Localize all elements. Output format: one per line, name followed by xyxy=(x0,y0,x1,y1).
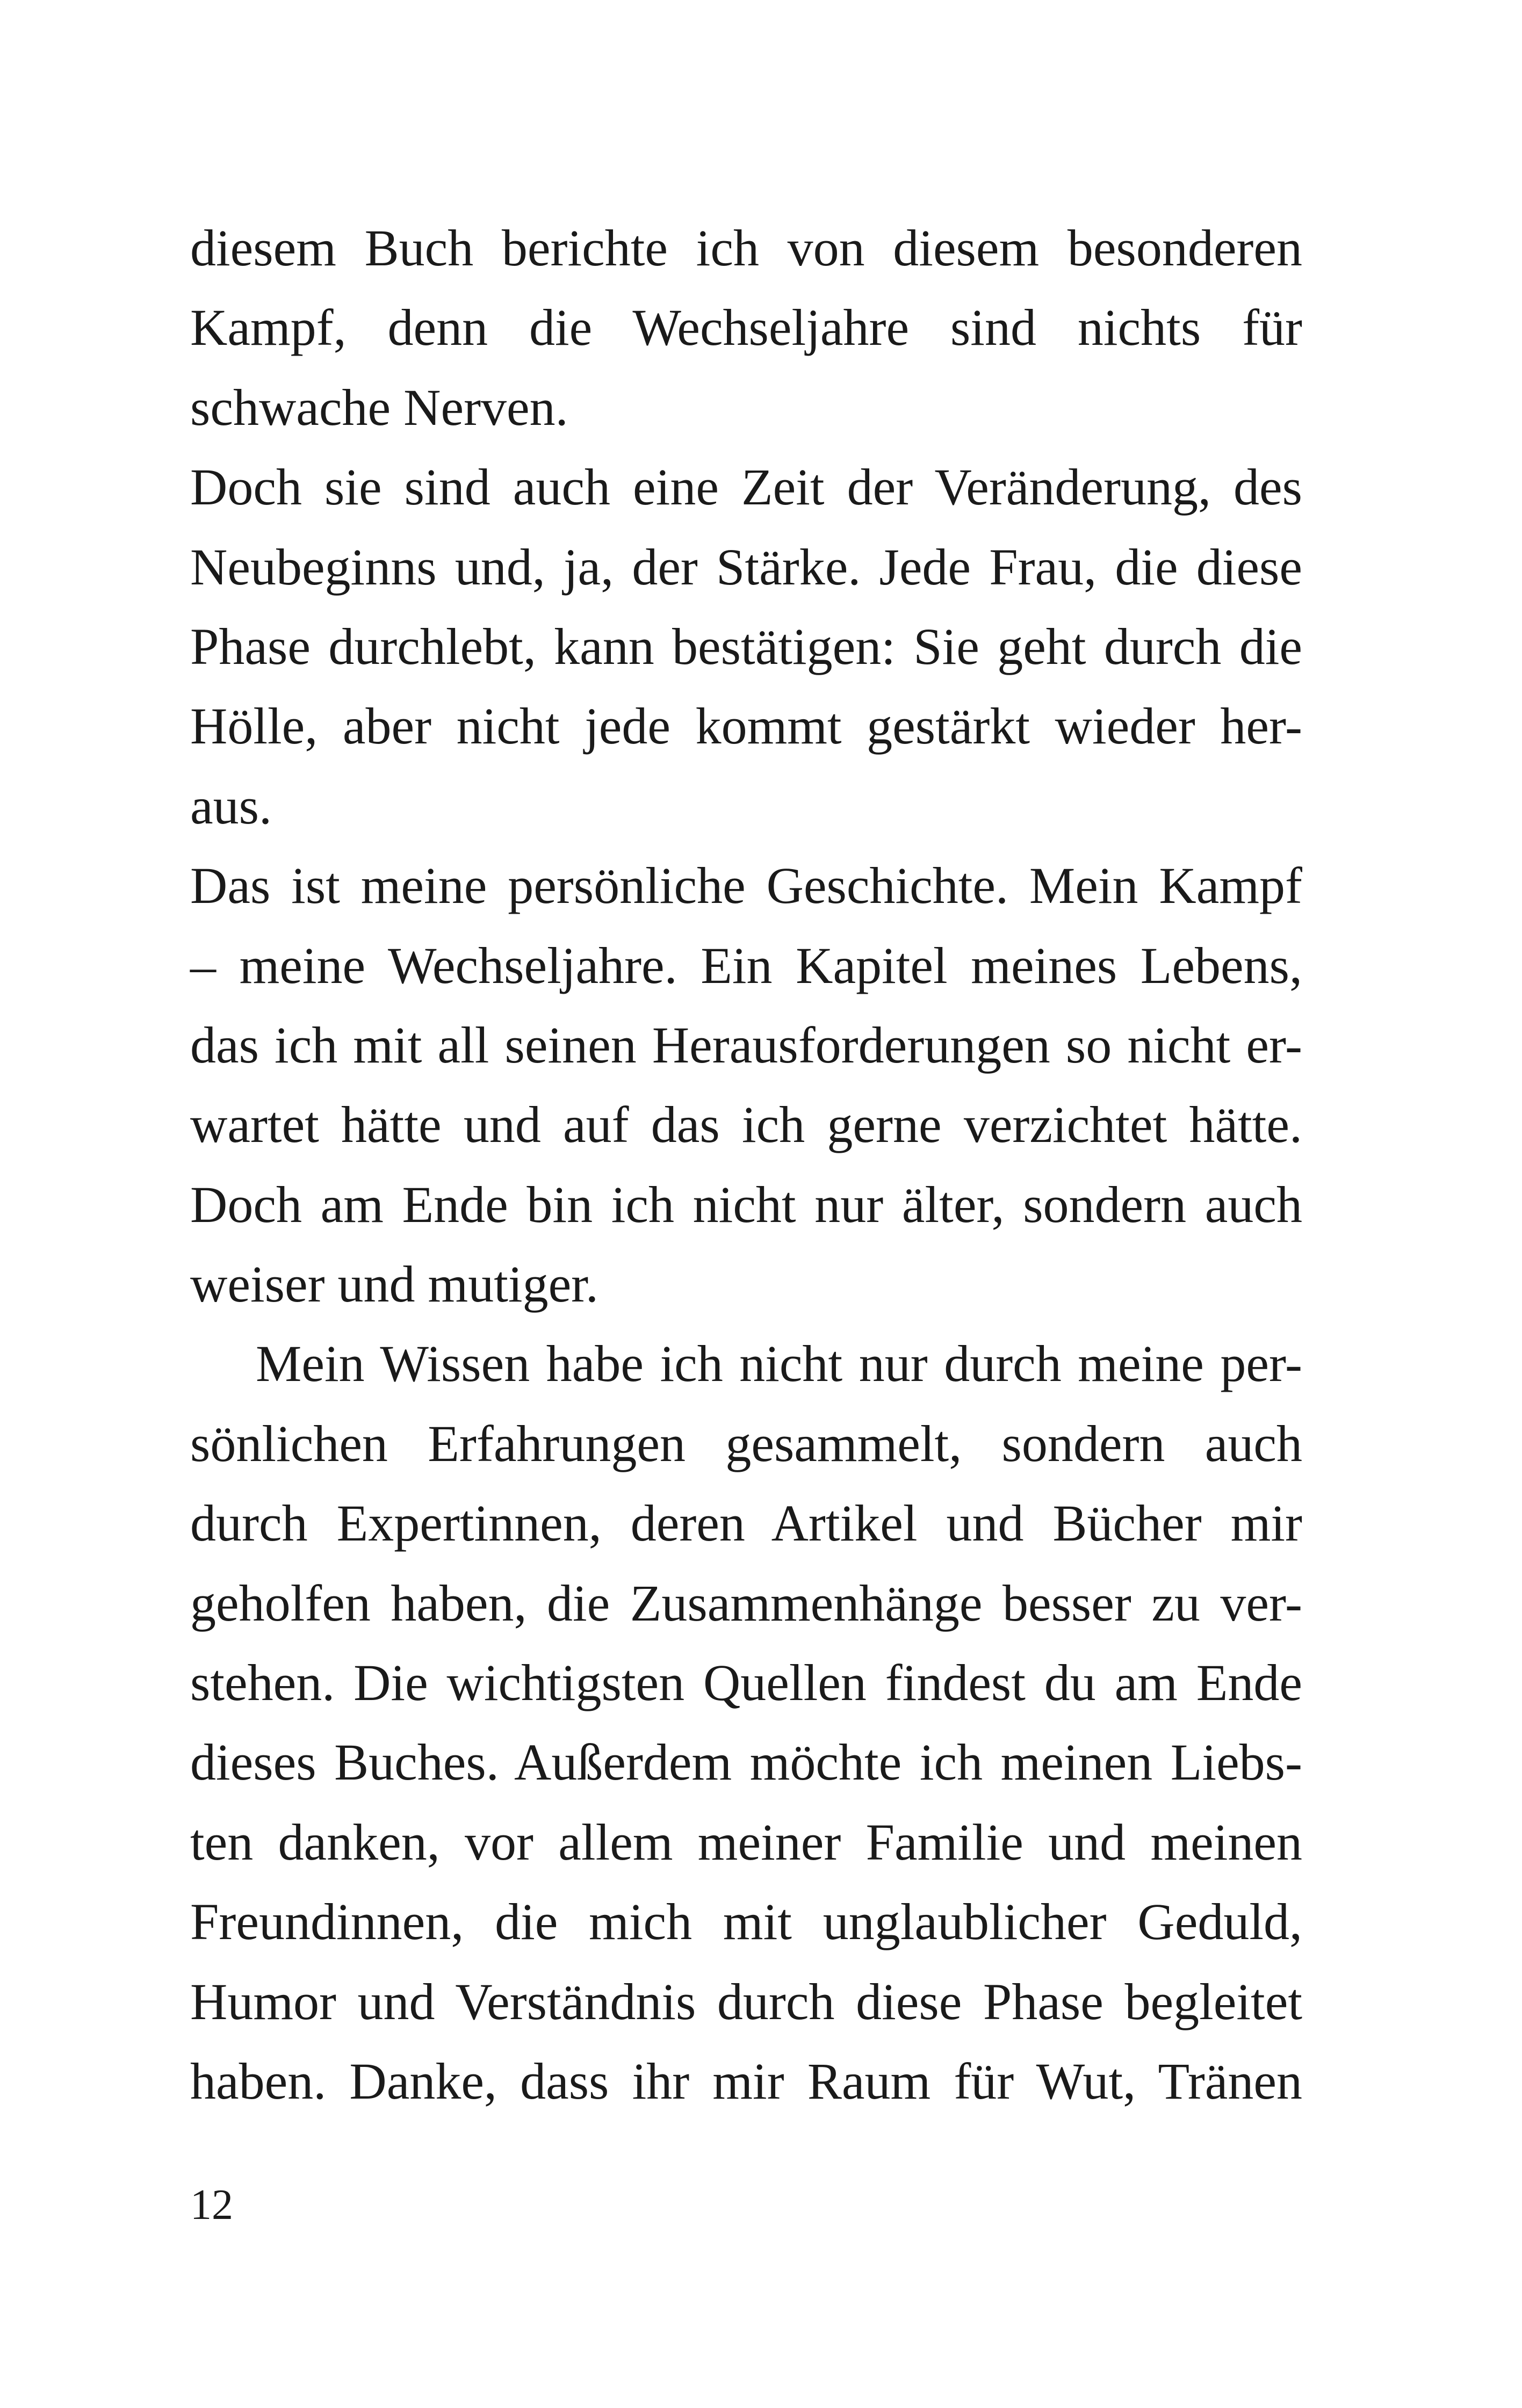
body-text xyxy=(190,208,1302,2121)
text-line: Freundinnen, die mich mit unglaublicher Geduld, xyxy=(190,1893,1302,1951)
text-line: durch Expertinnen, deren Artikel und Bücher mir xyxy=(190,1494,1302,1552)
text-line: Doch sie sind auch eine Zeit der Veränderung, des xyxy=(190,458,1302,516)
text-line: diesem Buch berichte ich von diesem besonderen xyxy=(190,219,1302,277)
text-line: sönlichen Erfahrungen gesammelt, sondern auch xyxy=(190,1414,1302,1472)
text-line: Mein Wissen habe ich nicht nur durch meine per- xyxy=(256,1335,1302,1393)
text-line: Phase durchlebt, kann bestätigen: Sie geht durch die xyxy=(190,617,1302,675)
text-line: aus. xyxy=(190,777,272,835)
text-line: ten danken, vor allem meiner Familie und meinen xyxy=(190,1813,1302,1871)
text-line: haben. Danke, dass ihr mir Raum für Wut, Tränen xyxy=(190,2052,1302,2110)
text-line: das ich mit all seinen Herausforderungen so nicht er- xyxy=(190,1016,1302,1074)
text-line: Kampf, denn die Wechseljahre sind nichts für xyxy=(190,299,1302,357)
text-line: Doch am Ende bin ich nicht nur älter, sondern auch xyxy=(190,1175,1302,1233)
text-line: dieses Buches. Außerdem möchte ich meinen Liebs- xyxy=(190,1733,1302,1791)
text-line: geholfen haben, die Zusammenhänge besser zu ver- xyxy=(190,1574,1302,1632)
text-line: Neubeginns und, ja, der Stärke. Jede Frau, die diese xyxy=(190,538,1302,596)
text-line: schwache Nerven. xyxy=(190,378,568,436)
text-line: Das ist meine persönliche Geschichte. Mein Kampf xyxy=(190,857,1302,915)
text-line: stehen. Die wichtigsten Quellen findest du am Ende xyxy=(190,1654,1302,1712)
text-line: wartet hätte und auf das ich gerne verzichtet hätte. xyxy=(190,1096,1302,1154)
page-number: 12 xyxy=(190,2181,233,2229)
text-line: weiser und mutiger. xyxy=(190,1255,598,1313)
text-line: Hölle, aber nicht jede kommt gestärkt wieder her- xyxy=(190,697,1302,755)
text-line: – meine Wechseljahre. Ein Kapitel meines Lebens, xyxy=(190,936,1302,994)
text-line: Humor und Verständnis durch diese Phase begleitet xyxy=(190,1972,1302,2030)
